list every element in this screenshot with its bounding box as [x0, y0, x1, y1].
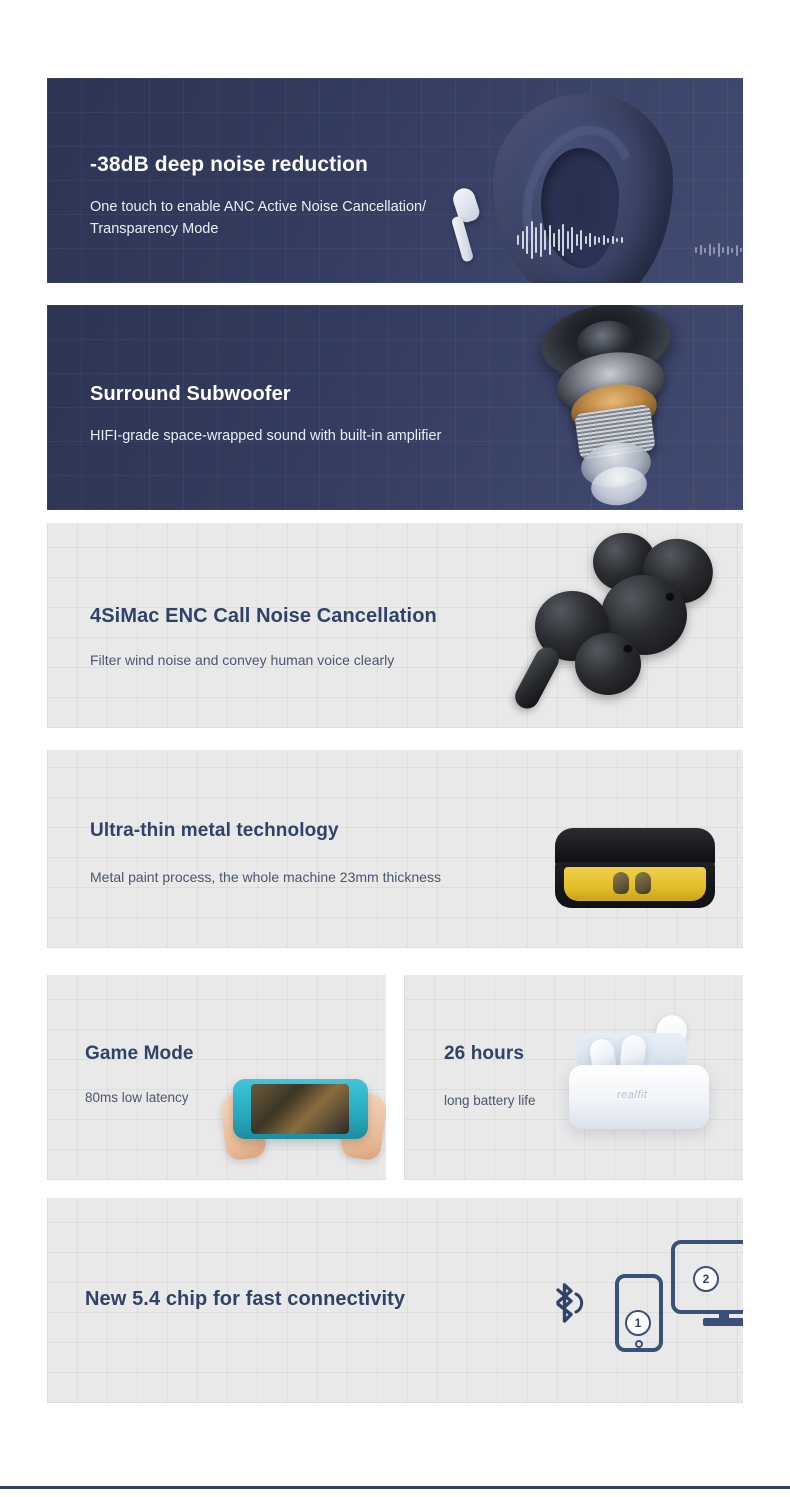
panel-subtitle-anc-line1: One touch to enable ANC Active Noise Cancellation/: [90, 199, 427, 215]
device-badge-1: 1: [625, 1310, 651, 1336]
connected-devices-illustration: [607, 1240, 743, 1360]
panel-title-enc: 4SiMac ENC Call Noise Cancellation: [90, 605, 437, 627]
panel-subtitle-game-mode: 80ms low latency: [85, 1090, 189, 1105]
case-brand-label: realfit: [617, 1089, 648, 1101]
feature-panel-bluetooth-chip: [47, 1198, 743, 1403]
black-earbuds-illustration: [483, 525, 733, 725]
panel-title-bluetooth-chip: New 5.4 chip for fast connectivity: [85, 1288, 406, 1310]
feature-panel-enc: [47, 523, 743, 728]
panel-subtitle-subwoofer: HIFI-grade space-wrapped sound with built-in amplifier: [90, 428, 442, 444]
game-console-illustration: [221, 1063, 386, 1178]
panel-subtitle-battery: long battery life: [444, 1093, 536, 1108]
panel-title-metal: Ultra-thin metal technology: [90, 820, 339, 841]
panel-title-subwoofer: Surround Subwoofer: [90, 383, 291, 405]
panel-title-anc: -38dB deep noise reduction: [90, 153, 368, 176]
charging-case-illustration: [555, 828, 715, 910]
feature-panel-subwoofer: [47, 305, 743, 510]
bluetooth-icon: [545, 1280, 585, 1324]
feature-panel-battery: [404, 975, 743, 1180]
panel-title-battery: 26 hours: [444, 1043, 524, 1064]
panel-subtitle-anc: [90, 196, 610, 241]
panel-title-game-mode: Game Mode: [85, 1043, 194, 1064]
speaker-driver-illustration: [485, 305, 735, 510]
waveform-icon-secondary: [695, 228, 743, 272]
panel-subtitle-enc: Filter wind noise and convey human voice clearly: [90, 652, 395, 668]
feature-panel-metal: [47, 750, 743, 948]
footer-spacer: [0, 1489, 790, 1497]
panel-subtitle-anc-line2: Transparency Mode: [90, 221, 219, 238]
feature-panel-anc: [47, 78, 743, 283]
white-charging-case-illustration: [529, 1013, 729, 1143]
panel-subtitle-metal: Metal paint process, the whole machine 23mm thickness: [90, 869, 441, 885]
feature-panel-game-mode: [47, 975, 386, 1180]
device-badge-2: 2: [693, 1266, 719, 1292]
